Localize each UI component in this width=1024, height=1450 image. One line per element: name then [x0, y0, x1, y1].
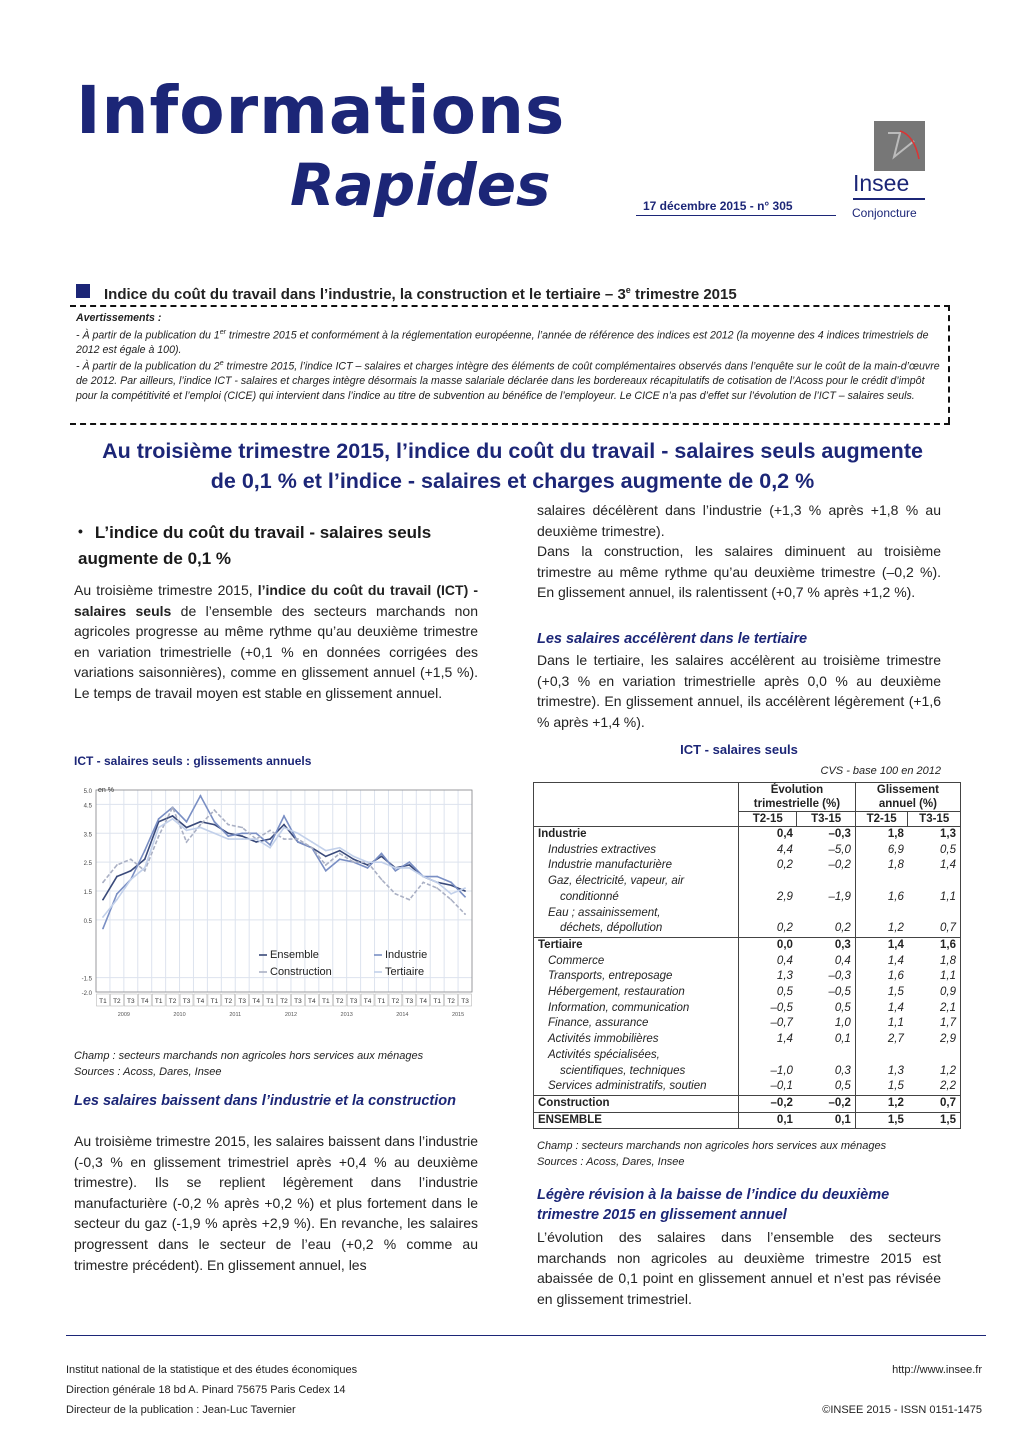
data-point [381, 855, 383, 857]
table-row [534, 874, 961, 890]
x-tick-label: T4 [252, 998, 260, 1005]
row-value: 0,3 [797, 937, 855, 953]
data-point [353, 855, 355, 857]
data-point [255, 838, 257, 840]
column2-paragraph: salaires décélèrent dans l’industrie (+1,3 % après +1,8 % au deuxième trimestre). Dans la construction, les salaires diminuent au troisième trimestre au même rythme qu’au deuxième trimestre (–0,2 %). En glissement annuel, ils ralentissent (+0,7 % après +1,2 %). [537, 502, 941, 601]
row-value: 2,2 [908, 1079, 961, 1095]
x-tick-label: T3 [127, 998, 135, 1005]
x-tick-label: T3 [461, 998, 469, 1005]
logo-name: Insee [853, 170, 910, 196]
x-tick-label: T4 [308, 998, 316, 1005]
row-value: 0,1 [797, 1032, 855, 1048]
row-value: 0,5 [797, 1079, 855, 1095]
row-value: 0,1 [739, 1112, 797, 1129]
row-value: 0,3 [797, 1064, 855, 1080]
data-point [227, 835, 229, 837]
data-point [395, 867, 397, 869]
logo-tagline: Conjoncture [852, 206, 917, 220]
data-point [241, 832, 243, 834]
x-tick-label: T3 [405, 998, 414, 1005]
table-row [534, 1016, 961, 1032]
row-value: 1,3 [776, 970, 793, 983]
data-point [130, 870, 132, 872]
row-label: Activités immobilières [534, 1032, 739, 1048]
data-point [464, 887, 466, 889]
data-point [130, 858, 132, 860]
data-point [186, 841, 188, 843]
data-point [213, 832, 215, 834]
row-value: 1,8 [855, 827, 908, 843]
data-point [353, 861, 355, 863]
table-row [534, 1079, 961, 1095]
data-point [130, 879, 132, 881]
x-tick-label: T1 [377, 998, 386, 1005]
table-row [534, 1112, 961, 1129]
x-year-label: 2014 [396, 1012, 409, 1018]
data-point [144, 867, 146, 869]
x-tick-label: T2 [168, 998, 177, 1005]
data-point [450, 884, 452, 886]
table-row [534, 1064, 961, 1080]
row-value: 1,6 [908, 937, 961, 953]
row-label: Industrie manufacturière [534, 858, 739, 874]
row-value: 1,4 [887, 954, 904, 967]
row-label: Commerce [534, 954, 739, 970]
table-row [534, 1095, 961, 1112]
y-tick-label: 0.5 [83, 918, 92, 925]
row-value [855, 1048, 908, 1064]
data-point [325, 870, 327, 872]
data-point [464, 896, 466, 898]
table-row [534, 1001, 961, 1017]
x-tick-label: T1 [321, 998, 330, 1005]
row-value: 1,5 [887, 1080, 904, 1093]
data-point [269, 847, 271, 849]
masthead-subtitle: Rapides [290, 151, 551, 219]
x-tick-label: T3 [182, 998, 191, 1005]
table-row [534, 937, 961, 953]
legend-label: Construction [270, 966, 332, 978]
row-value: 1,5 [855, 1112, 908, 1129]
x-tick-label: T4 [363, 998, 372, 1005]
row-value [797, 906, 855, 922]
row-value: 6,9 [887, 843, 904, 856]
ict-table [533, 782, 961, 1129]
footer-rule [66, 1335, 986, 1336]
chart-source: Champ : secteurs marchands non agricoles hors services aux ménages Sources : Acoss, Dares, Insee [74, 1050, 424, 1078]
data-point [339, 858, 341, 860]
data-point [381, 879, 383, 881]
legend-label: Ensemble [270, 949, 319, 961]
data-point [339, 853, 341, 855]
data-point [283, 824, 285, 826]
issue-date: 17 décembre 2015 - n° 305 [643, 199, 793, 213]
row-value [739, 1048, 797, 1064]
data-point [172, 806, 174, 808]
row-value: 0,7 [908, 1095, 961, 1112]
row-label: Activités spécialisées, [534, 1048, 739, 1064]
table-row [534, 969, 961, 985]
table-col-header: T2-15 [739, 812, 797, 827]
warning-box: Avertissements : - À partir de la publication du 1er trimestre 2015 et conformément à la réglementation européenne, l’année de référence des indices est 2012 (la moyenne des 4 indices trimestriels de 2012 est égale à 100). - À partir de la publication du 2e trimestre 2015, l’indice ICT – salaires et charges intègre des éléments de coût complémentaires observés dans l’enquête sur le coût de la main-d’œuvre de 2012. Par ailleurs, l’indice ICT - salaires et charges intègre désormais la masse salariale déclarée dans les bordereaux récapitulatifs de cotisation de l’Acoss pour le crédit d’impôt pour la compétitivité et l’emploi (CICE) qui intervient dans l’indice au titre de subvention au bénéfice de l’employeur. Le CICE n’a pas d’effet sur l’évolution de l’ICT – salaires seuls. [70, 305, 950, 423]
y-tick-label: 4.5 [83, 803, 92, 810]
row-value: 1,3 [908, 827, 961, 843]
data-point [450, 893, 452, 895]
data-point [144, 858, 146, 860]
data-point [367, 867, 369, 869]
data-point [436, 881, 438, 883]
x-year-label: 2011 [229, 1012, 242, 1018]
row-value: –0,2 [739, 1095, 797, 1112]
row-value: 2,1 [908, 1001, 961, 1017]
data-point [102, 928, 104, 930]
row-value: 1,5 [887, 986, 904, 999]
row-value: 1,1 [908, 890, 961, 906]
data-point [241, 838, 243, 840]
data-point [186, 821, 188, 823]
row-value: 1,2 [908, 1064, 961, 1080]
row-value: 1,4 [855, 937, 908, 953]
x-tick-label: T1 [210, 998, 219, 1005]
row-value: 0,4 [776, 954, 793, 967]
data-point [297, 841, 299, 843]
row-label: Industrie [534, 827, 739, 843]
data-point [311, 847, 313, 849]
x-tick-label: T4 [140, 998, 149, 1005]
row-value [797, 874, 855, 890]
data-point [255, 832, 257, 834]
data-point [339, 847, 341, 849]
data-point [450, 899, 452, 901]
revision-heading: Légère révision à la baisse de l’indice du deuxième trimestre 2015 en glissement annuel [537, 1187, 890, 1223]
data-point [436, 876, 438, 878]
row-value: 1,4 [776, 1033, 793, 1046]
row-value: –0,7 [770, 1017, 793, 1030]
x-tick-label: T2 [113, 998, 121, 1005]
data-point [158, 818, 160, 820]
data-point [102, 916, 104, 918]
data-point [408, 867, 410, 869]
x-tick-label: T1 [99, 998, 107, 1005]
data-point [158, 835, 160, 837]
row-value: 0,4 [797, 954, 855, 970]
row-value: 0,2 [776, 859, 793, 872]
data-point [353, 858, 355, 860]
x-tick-label: T4 [196, 998, 205, 1005]
footer-address: Institut national de la statistique et des études économiques Direction générale 18 bd A. Pinard 75675 Paris Cedex 14 Directeur de la publication : Jean-Luc Tavernier [66, 1364, 358, 1416]
row-label: Tertiaire [534, 937, 739, 953]
data-point [283, 838, 285, 840]
data-point [172, 818, 174, 820]
x-tick-label: T3 [238, 998, 247, 1005]
row-value: 1,5 [908, 1112, 961, 1129]
row-value: 1,2 [887, 922, 904, 935]
row-value: 2,9 [908, 1032, 961, 1048]
data-point [227, 824, 229, 826]
row-value: 0,0 [739, 937, 797, 953]
x-tick-label: T2 [280, 998, 288, 1005]
data-point [408, 864, 410, 866]
row-value: 1,3 [887, 1064, 904, 1077]
data-point [297, 838, 299, 840]
data-point [172, 815, 174, 817]
row-value [855, 874, 908, 890]
table-col-header: T2-15 [855, 812, 908, 827]
data-point [144, 850, 146, 852]
data-point [200, 824, 202, 826]
table-col-header: T3-15 [908, 812, 961, 827]
row-value: 0,2 [776, 922, 793, 935]
table-group-header: Glissement annuel (%) [855, 783, 960, 812]
row-value: –5,0 [797, 843, 855, 859]
row-value: 0,1 [797, 1112, 855, 1129]
row-label: ENSEMBLE [534, 1112, 739, 1129]
row-value [797, 1048, 855, 1064]
logo-underline [853, 198, 925, 200]
data-point [255, 841, 257, 843]
subject-title: Indice du coût du travail dans l’industrie, la construction et le tertiaire – 3e trimestre 2015 [104, 285, 737, 303]
row-value: 0,2 [797, 921, 855, 937]
row-value: 1,6 [887, 970, 904, 983]
row-label: Industries extractives [534, 843, 739, 859]
data-point [367, 864, 369, 866]
data-point [116, 893, 118, 895]
row-value: –0,5 [770, 1001, 793, 1014]
data-point [325, 855, 327, 857]
row-value: 1,1 [887, 1017, 904, 1030]
y-tick-label: 3.5 [83, 832, 92, 839]
data-point [311, 841, 313, 843]
data-point [102, 899, 104, 901]
table-row [534, 921, 961, 937]
data-point [213, 824, 215, 826]
table-row [534, 827, 961, 843]
chart-title: ICT - salaires seuls : glissements annuels [74, 754, 312, 768]
x-tick-label: T3 [294, 998, 302, 1005]
data-point [408, 899, 410, 901]
row-label: scientifiques, techniques [534, 1064, 739, 1080]
table-group-header: Évolution trimestrielle (%) [739, 783, 856, 812]
y-tick-label: -1.5 [81, 976, 92, 983]
data-point [158, 827, 160, 829]
data-point [436, 887, 438, 889]
row-label: Eau ; assainissement, [534, 906, 739, 922]
y-tick-label: 5.0 [83, 789, 92, 795]
legend-label: Tertiaire [385, 966, 425, 978]
data-point [408, 861, 410, 863]
revision-paragraph: L’évolution des salaires dans l’ensemble des secteurs marchands non agricoles au deuxième trimestre 2015 est abaissée de 0,1 point en glissement annuel et n’est pas révisée en glissement trimestriel. [537, 1229, 941, 1307]
x-tick-label: T2 [391, 998, 400, 1005]
table-row [534, 843, 961, 859]
data-point [144, 870, 146, 872]
row-value: 0,5 [908, 843, 961, 859]
table-row [534, 1048, 961, 1064]
row-label: Gaz, électricité, vapeur, air [534, 874, 739, 890]
data-point [241, 835, 243, 837]
y-tick-label: -2.0 [81, 991, 92, 997]
section2-paragraph: Au troisième trimestre 2015, les salaires baissent dans l’industrie (-0,3 % en glissement trimestriel après +0,4 % au deuxième trimestre). Ils se replient légèrement dans l’industrie manufacturière (-0,2 % après +0,2 %) et plus fortement dans le secteur du gaz (-1,9 % après +2,9 %). En revanche, les salaires progressent dans le secteur de l’eau (+0,2 % comme au trimestre précédent). En glissement annuel, les [74, 1133, 478, 1273]
data-point [297, 832, 299, 834]
copyright: ©INSEE 2015 - ISSN 0151-1475 [822, 1404, 982, 1416]
data-point [395, 893, 397, 895]
row-value: –0,5 [797, 985, 855, 1001]
data-point [367, 861, 369, 863]
data-point [200, 827, 202, 829]
data-point [464, 890, 466, 892]
row-label: Construction [534, 1095, 739, 1112]
table-row [534, 890, 961, 906]
data-point [339, 850, 341, 852]
data-point [186, 827, 188, 829]
row-value: 0,4 [739, 827, 797, 843]
row-value: 1,8 [908, 954, 961, 970]
row-value: –0,3 [797, 827, 855, 843]
row-value [739, 906, 797, 922]
data-point [395, 870, 397, 872]
row-value: –1,9 [797, 890, 855, 906]
row-value: –0,1 [770, 1080, 793, 1093]
row-value: 2,9 [776, 890, 793, 903]
row-value: 1,4 [908, 858, 961, 874]
tertiary-heading: Les salaires accélèrent dans le tertiaire [537, 631, 808, 647]
row-value: 0,5 [797, 1001, 855, 1017]
data-point [213, 809, 215, 811]
data-point [102, 881, 104, 883]
table-row [534, 985, 961, 1001]
table-corner [534, 783, 739, 827]
data-point [381, 861, 383, 863]
insee-logo-icon [874, 121, 925, 171]
x-year-label: 2015 [451, 1012, 465, 1018]
warning-label: Avertissements : [76, 312, 162, 324]
x-tick-label: T2 [335, 998, 344, 1005]
page-headline: Au troisième trimestre 2015, l’indice du coût du travail - salaires seuls augmente de 0,1 % et l’indice - salaires et charges augmente de 0,2 % [102, 439, 923, 493]
row-value: –1,0 [770, 1064, 793, 1077]
data-point [269, 830, 271, 832]
x-tick-label: T1 [266, 998, 274, 1005]
row-value: 4,4 [776, 843, 793, 856]
data-point [116, 876, 118, 878]
row-value: 1,1 [908, 969, 961, 985]
section2-heading: Les salaires baissent dans l’industrie et la construction [74, 1093, 456, 1109]
row-value: 1,4 [887, 1001, 904, 1014]
data-point [200, 795, 202, 797]
data-point [422, 881, 424, 883]
row-value: 0,5 [776, 986, 793, 999]
y-tick-label: 1.5 [83, 890, 92, 896]
row-value: 1,7 [908, 1016, 961, 1032]
section1-heading: • L’indice du coût du travail - salaires seuls augmente de 0,1 % [78, 523, 432, 568]
table-row [534, 954, 961, 970]
table-title: ICT - salaires seuls [680, 742, 798, 757]
x-year-label: 2010 [173, 1012, 186, 1018]
data-point [422, 876, 424, 878]
row-value: 0,9 [908, 985, 961, 1001]
legend-label: Industrie [385, 949, 428, 961]
x-tick-label: T1 [154, 998, 163, 1005]
row-label: Finance, assurance [534, 1016, 739, 1032]
row-label: déchets, dépollution [534, 921, 739, 937]
row-label: Transports, entreposage [534, 969, 739, 985]
y-tick-label: 2.5 [83, 861, 92, 868]
row-value: 1,0 [797, 1016, 855, 1032]
data-point [381, 853, 383, 855]
data-point [450, 881, 452, 883]
data-point [325, 864, 327, 866]
x-year-label: 2013 [340, 1012, 353, 1018]
table-row [534, 858, 961, 874]
data-point [227, 838, 229, 840]
footer-right [822, 1360, 982, 1420]
row-value: 2,7 [887, 1033, 904, 1046]
data-point [269, 838, 271, 840]
row-label: conditionné [534, 890, 739, 906]
x-year-label: 2009 [117, 1012, 130, 1018]
data-point [283, 815, 285, 817]
x-tick-label: T2 [447, 998, 455, 1005]
table-note: CVS - base 100 en 2012 [820, 765, 941, 777]
x-tick-label: T1 [433, 998, 441, 1005]
line-chart [74, 780, 474, 1032]
table-row [534, 1032, 961, 1048]
row-value: 0,7 [908, 921, 961, 937]
data-point [116, 864, 118, 866]
row-label: Information, communication [534, 1001, 739, 1017]
x-year-label: 2012 [284, 1012, 298, 1018]
data-point [116, 899, 118, 901]
issue-rule [636, 215, 836, 216]
data-point [200, 821, 202, 823]
table-col-header: T3-15 [797, 812, 855, 827]
x-tick-label: T3 [349, 998, 358, 1005]
row-value [908, 874, 961, 890]
row-value: –0,2 [797, 1095, 855, 1112]
row-value: 1,8 [887, 859, 904, 872]
data-point [213, 821, 215, 823]
row-value: 1,2 [855, 1095, 908, 1112]
website-link[interactable]: http://www.insee.fr [892, 1364, 982, 1376]
row-value: –0,3 [797, 969, 855, 985]
data-point [241, 827, 243, 829]
data-point [227, 832, 229, 834]
row-value [908, 1048, 961, 1064]
masthead-title: Informations [76, 72, 566, 149]
row-value: –0,2 [797, 858, 855, 874]
row-value [739, 874, 797, 890]
data-point [283, 827, 285, 829]
row-label: Hébergement, restauration [534, 985, 739, 1001]
x-tick-label: T4 [419, 998, 428, 1005]
table-source: Champ : secteurs marchands non agricoles hors services aux ménages Sources : Acoss, Dares, Insee [537, 1140, 887, 1168]
row-value [855, 906, 908, 922]
y-axis-label: en % [98, 787, 114, 794]
data-point [325, 850, 327, 852]
data-point [464, 913, 466, 915]
x-tick-label: T2 [224, 998, 233, 1005]
row-label: Services administratifs, soutien [534, 1079, 739, 1095]
data-point [186, 830, 188, 832]
table-row [534, 906, 961, 922]
row-value [908, 906, 961, 922]
bullet-square-icon [76, 284, 90, 298]
tertiary-paragraph: Dans le tertiaire, les salaires accélèrent au troisième trimestre (+0,3 % en variation trimestrielle après 0,0 % au deuxième trimestre). En glissement annuel, ils accélèrent légèrement (+1,6 % après +1,4 %). [537, 652, 941, 730]
section1-paragraph: Au troisième trimestre 2015, l’indice du coût du travail (ICT) - salaires seuls de l’ensemble des secteurs marchands non agricoles progresse au même rythme qu’au deuxième trimestre en variation trimestrielle (+0,1 % en données corrigées des variations saisonnières), comme en glissement annuel (+1,5 %). Le temps de travail moyen est stable en glissement annuel. [74, 582, 478, 701]
row-value: 1,6 [887, 890, 904, 903]
